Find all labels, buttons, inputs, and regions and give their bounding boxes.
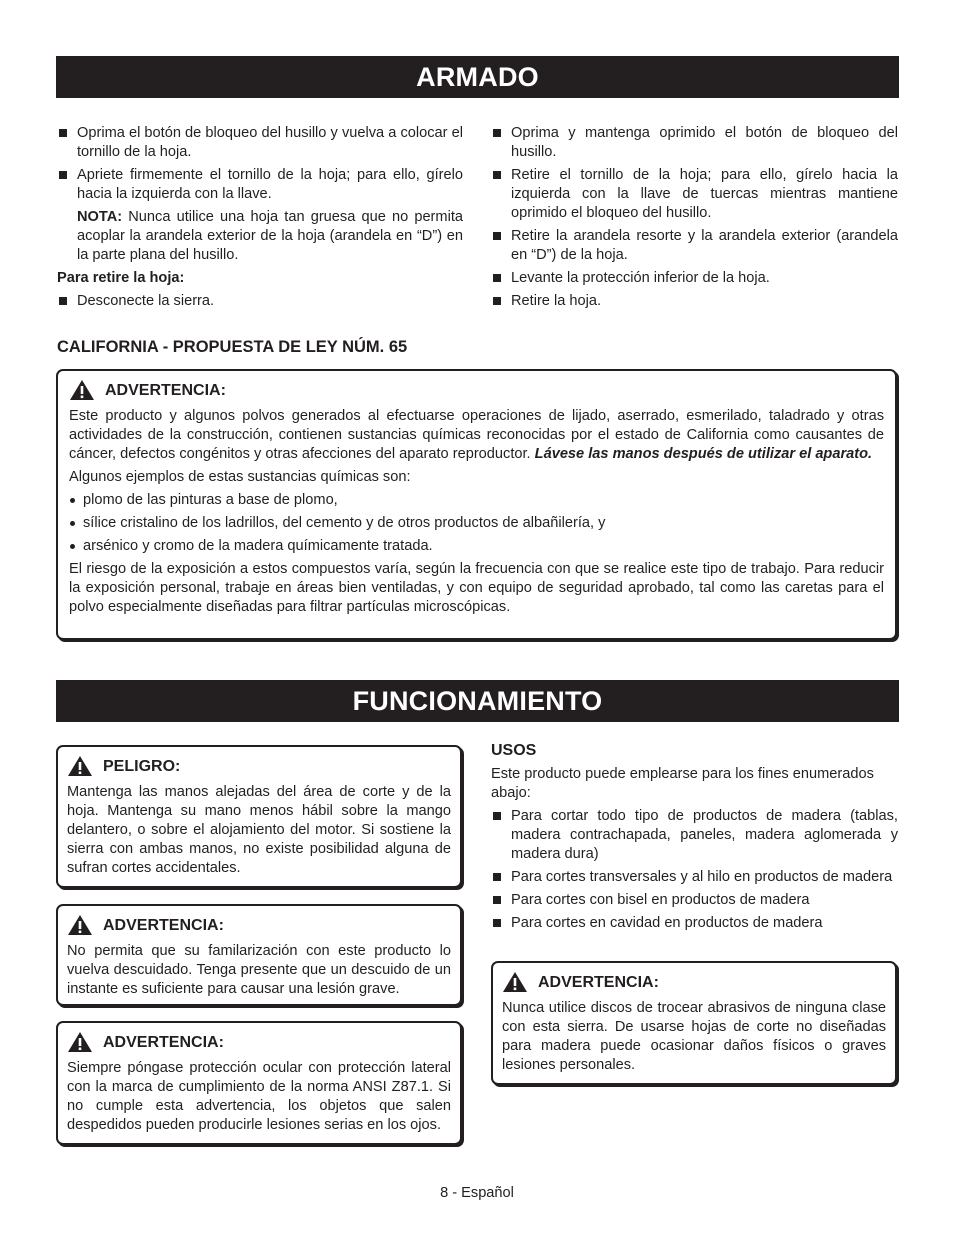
square-bullet-icon [493, 232, 501, 240]
square-bullet-icon [493, 129, 501, 137]
warning-triangle-icon [67, 1031, 93, 1053]
dot-bullet-icon [70, 498, 75, 503]
california-heading: CALIFORNIA - PROPUESTA DE LEY NÚM. 65 [57, 338, 408, 356]
funcionamiento-title: FUNCIONAMIENTO [56, 680, 899, 722]
list-item: plomo de las pinturas a base de plomo, [69, 491, 884, 510]
dot-bullet-icon [70, 544, 75, 549]
note: NOTA: Nunca utilice una hoja tan gruesa que no permita acoplar la arandela exterior de la hoja (arandela en “D”) en la parte plana del husillo. [77, 209, 463, 263]
square-bullet-icon [59, 171, 67, 179]
paragraph: No permita que su familarización con este producto lo vuelva descuidado. Tenga presente que un descuido de un instante es suficiente para causar una lesión grave. [67, 943, 451, 997]
square-bullet-icon [493, 171, 501, 179]
paragraph: Este producto y algunos polvos generados al efectuarse operaciones de lijado, aserrado, esmerilado, taladrado y otras actividades de la construcción, contienen sustancias químicas reconocidas por el estado de California como causantes de cáncer, defectos congénitos y otras afecciones del aparato reproductor. Lávese las manos después de utilizar el aparato. [69, 408, 884, 462]
armado-right-column [491, 124, 898, 315]
paragraph: El riesgo de la exposición a estos compuestos varía, según la frecuencia con que se realice este tipo de trabajo. Para reducir la exposición personal, trabaje en áreas bien ventiladas, y con equipo de seguridad aprobado, tal como las caretas para el polvo especialmente diseñadas para filtrar partículas microscópicas. [69, 561, 884, 615]
usos-column [491, 741, 898, 937]
warning-triangle-icon [67, 914, 93, 936]
list-item: Retire la hoja. [491, 292, 898, 311]
paragraph: Siempre póngase protección ocular con protección lateral con la marca de cumplimiento de la norma ANSI Z87.1. Si no cumple esta advertencia, los objetos que salen despedidos pueden producirle lesiones serias en los ojos. [67, 1060, 451, 1133]
warning-header: ADVERTENCIA: [69, 379, 884, 401]
list-item: Para cortes transversales y al hilo en productos de madera [491, 868, 898, 887]
paragraph: Algunos ejemplos de estas sustancias químicas son: [69, 469, 411, 485]
square-bullet-icon [493, 919, 501, 927]
usos-heading: USOS [491, 742, 537, 759]
peligro-box [56, 745, 462, 888]
paragraph: Nunca utilice discos de trocear abrasivos de ninguna clase con esta sierra. De usarse hojas de corte no diseñadas para madera puede ocasionar daños físicos o graves lesiones personales. [502, 1000, 886, 1073]
california-warning-box [56, 369, 897, 640]
square-bullet-icon [493, 812, 501, 820]
square-bullet-icon [493, 873, 501, 881]
advertencia-box-1 [56, 904, 462, 1006]
warning-triangle-icon [69, 379, 95, 401]
list-item: Para cortes en cavidad en productos de madera [491, 914, 898, 933]
list-item: Para cortar todo tipo de productos de madera (tablas, madera contrachapada, paneles, madera aglomerada y madera dura) [491, 807, 898, 864]
list-item: Oprima y mantenga oprimido el botón de bloqueo del husillo. [491, 124, 898, 162]
square-bullet-icon [493, 896, 501, 904]
warning-header: ADVERTENCIA: [67, 914, 451, 936]
page-footer: 8 - Español [440, 1185, 514, 1201]
list-item: Retire la arandela resorte y la arandela exterior (arandela en “D”) de la hoja. [491, 227, 898, 265]
square-bullet-icon [493, 274, 501, 282]
square-bullet-icon [493, 297, 501, 305]
paragraph: Mantenga las manos alejadas del área de corte y de la hoja. Mantenga su mano menos hábil sobre la mango delantero, o sobre el alojamiento del motor. Si sostiene la sierra con ambas manos, no existe posibilidad alguna de sufran cortes accidentales. [67, 784, 451, 876]
warning-header: ADVERTENCIA: [67, 1031, 451, 1053]
warning-triangle-icon [502, 971, 528, 993]
armado-title: ARMADO [56, 56, 899, 98]
list-item: Apriete firmemente el tornillo de la hoja; para ello, gírelo hacia la izquierda con la llave. [57, 166, 463, 204]
danger-header: PELIGRO: [67, 755, 451, 777]
square-bullet-icon [59, 297, 67, 305]
list-item: Oprima el botón de bloqueo del husillo y vuelva a colocar el tornillo de la hoja. [57, 124, 463, 162]
square-bullet-icon [59, 129, 67, 137]
dot-bullet-icon [70, 521, 75, 526]
advertencia-box-3 [491, 961, 897, 1085]
armado-left-column [57, 124, 463, 315]
warning-triangle-icon [67, 755, 93, 777]
list-item: Para cortes con bisel en productos de madera [491, 891, 898, 910]
subheading: Para retire la hoja: [57, 270, 185, 286]
warning-header: ADVERTENCIA: [502, 971, 886, 993]
list-item: arsénico y cromo de la madera químicamente tratada. [69, 537, 884, 556]
list-item: Levante la protección inferior de la hoja. [491, 269, 898, 288]
list-item: Retire el tornillo de la hoja; para ello, gírelo hacia la izquierda con la llave de tuercas mientras mantiene oprimido el bloqueo del husillo. [491, 166, 898, 223]
list-item: Desconecte la sierra. [57, 292, 463, 311]
advertencia-box-2 [56, 1021, 462, 1145]
list-item: sílice cristalino de los ladrillos, del cemento y de otros productos de albañilería, y [69, 514, 884, 533]
usos-intro: Este producto puede emplearse para los fines enumerados abajo: [491, 766, 874, 801]
